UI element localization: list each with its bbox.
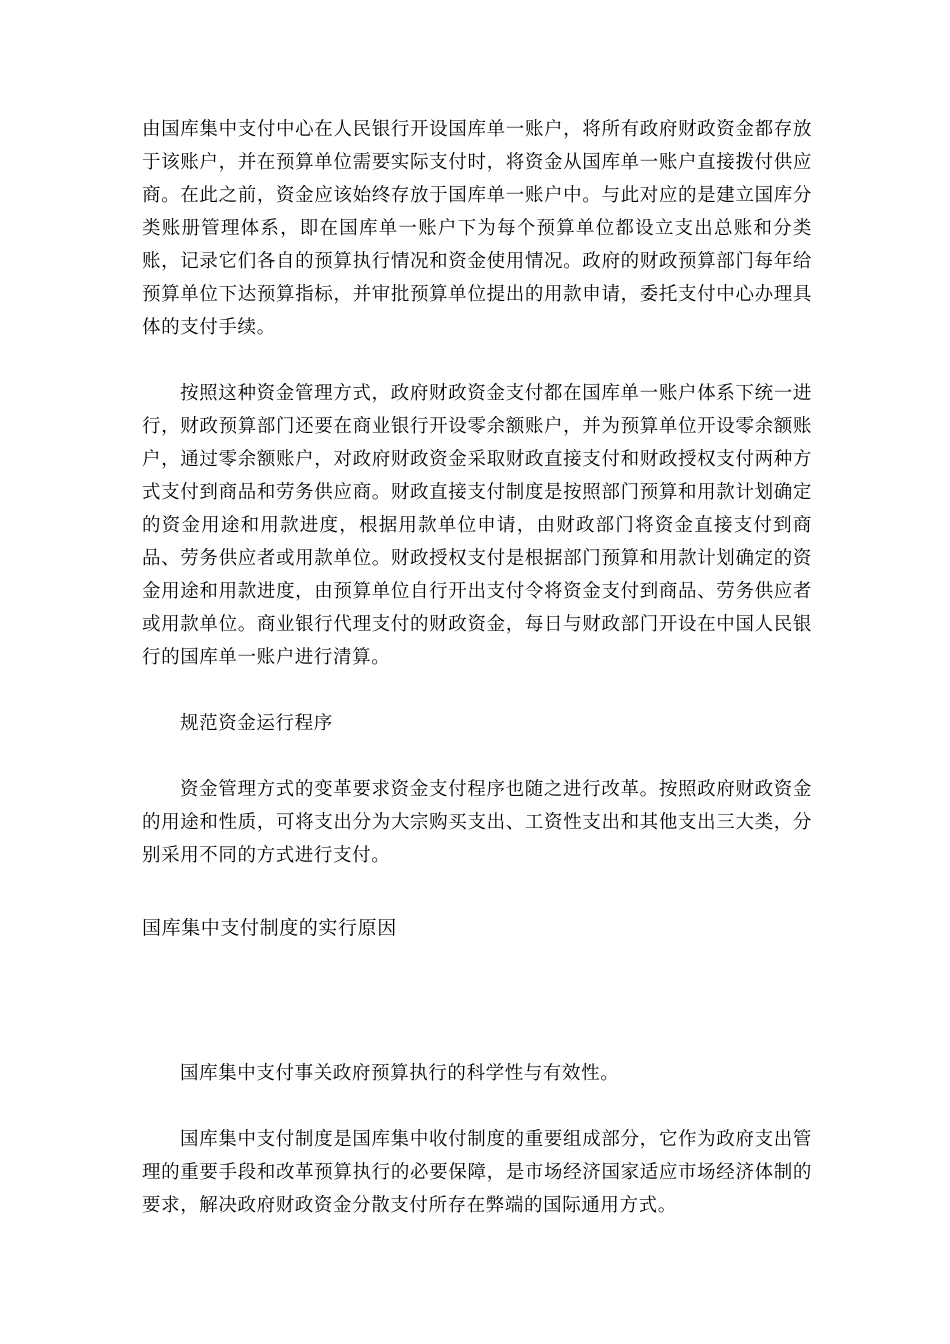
paragraph-payment-procedure-reform: 资金管理方式的变革要求资金支付程序也随之进行改革。按照政府财政资金的用途和性质，可将支出分为大宗购买支出、工资性支出和其他支出三大类，分别采用不同的方式进行支付。 — [142, 779, 812, 866]
subheading-standardize-procedure: 规范资金运行程序 — [180, 713, 333, 734]
document-page — [142, 113, 812, 1222]
paragraph-scientific-effective: 国库集中支付事关政府预算执行的科学性与有效性。 — [180, 1063, 620, 1084]
section-heading-reasons: 国库集中支付制度的实行原因 — [142, 917, 397, 939]
paragraph-treasury-single-account: 由国库集中支付中心在人民银行开设国库单一账户，将所有政府财政资金都存放于该账户，并在预算单位需要实际支付时，将资金从国库单一账户直接拨付供应商。在此之前，资金应该始终存放于国库单一账户中。与此对应的是建立国库分类账册管理体系，即在国库单一账户下为每个预算单位都设立支出总账和分类账，记录它们各自的预算执行情况和资金使用情况。政府的财政预算部门每年给预算单位下达预算指标，并审批预算单位提出的用款申请，委托支付中心办理具体的支付手续。 — [142, 119, 812, 338]
paragraph-fund-management-method: 按照这种资金管理方式，政府财政资金支付都在国库单一账户体系下统一进行，财政预算部门还要在商业银行开设零余额账户，并为预算单位开设零余额账户，通过零余额账户，对政府财政资金采取财政直接支付和财政授权支付两种方式支付到商品和劳务供应商。财政直接支付制度是按照部门预算和用款计划确定的资金用途和用款进度，根据用款单位申请，由财政部门将资金直接支付到商品、劳务供应者或用款单位。财政授权支付是根据部门预算和用款计划确定的资金用途和用款进度，由预算单位自行开出支付令将资金支付到商品、劳务供应者或用款单位。商业银行代理支付的财政资金，每日与财政部门开设在中国人民银行的国库单一账户进行清算。 — [142, 383, 812, 668]
paragraph-system-component: 国库集中支付制度是国库集中收付制度的重要组成部分，它作为政府支出管理的重要手段和改革预算执行的必要保障，是市场经济国家适应市场经济体制的要求，解决政府财政资金分散支付所存在弊端的国际通用方式。 — [142, 1129, 812, 1216]
